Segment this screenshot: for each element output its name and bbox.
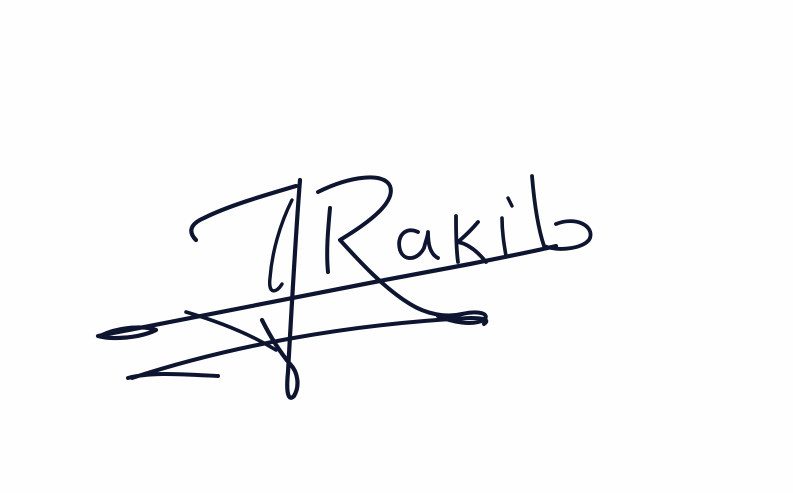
signature-a-letter — [399, 230, 438, 258]
signature-i-letter — [502, 218, 506, 256]
signature-i-dot — [508, 198, 512, 206]
signature-b-letter — [532, 176, 591, 249]
signature-lower-underline — [128, 318, 486, 378]
signature-stem-stroke — [191, 180, 300, 398]
signature-k-letter — [456, 216, 486, 262]
signature-f-curl — [270, 200, 292, 291]
